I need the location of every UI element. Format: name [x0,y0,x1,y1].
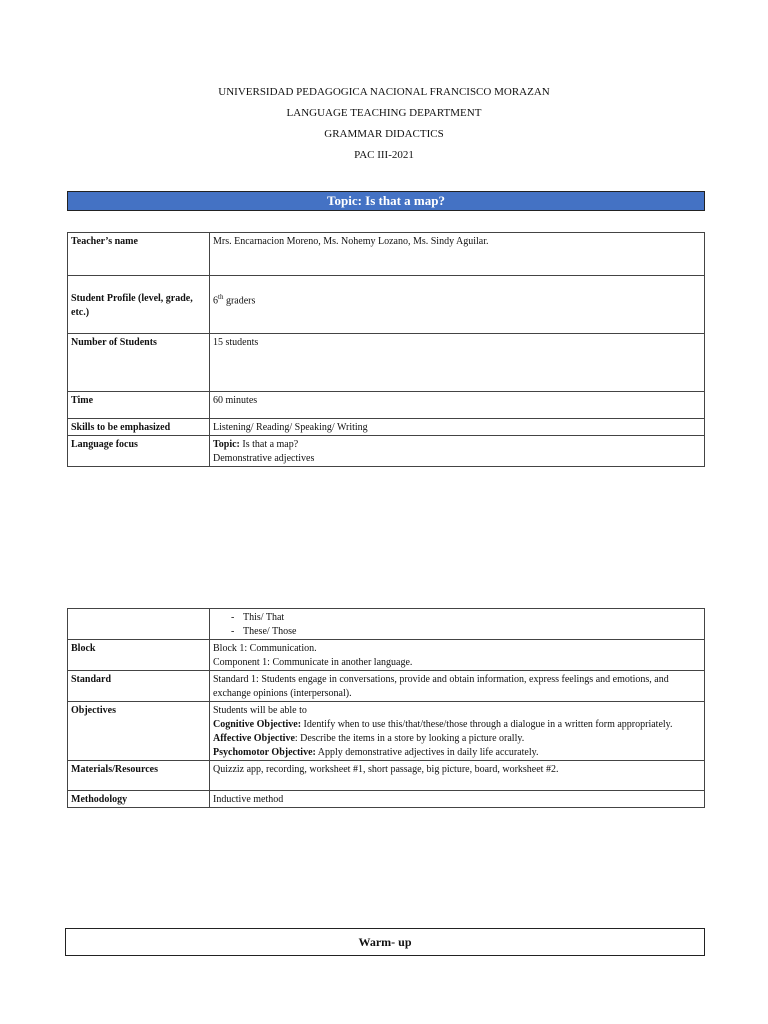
methodology-value: Inductive method [210,791,705,808]
table-row [68,334,705,392]
focus-label: Language focus [68,436,210,467]
department-name: LANGUAGE TEACHING DEPARTMENT [286,107,482,119]
focus-topic-label: Topic: [213,439,240,450]
warmup-heading: Warm- up [65,928,705,956]
term-label: PAC III-2021 [354,149,414,161]
table-row [68,276,705,334]
time-label: Time [68,392,210,419]
table-row [68,791,705,808]
table-row [68,392,705,419]
profile-grade-number: 6 [213,295,218,307]
empty-label [68,609,210,640]
table-row [68,640,705,671]
cognitive-label: Cognitive Objective: [213,719,302,730]
course-name: GRAMMAR DIDACTICS [324,128,444,140]
psychomotor-label: Psychomotor Objective: [213,747,316,758]
objectives-value [210,702,705,761]
table-row [68,419,705,436]
profile-grade-suffix: th [218,293,224,301]
objectives-intro: Students will be able to [213,705,307,716]
materials-label: Materials/Resources [68,761,210,791]
block-label: Block [68,640,210,671]
table-row [68,671,705,702]
skills-value: Listening/ Reading/ Speaking/ Writing [210,419,705,436]
table-row [68,702,705,761]
students-label: Number of Students [68,334,210,392]
block-line2: Component 1: Communicate in another language. [213,657,413,668]
teacher-label: Teacher’s name [68,233,210,276]
focus-line2: Demonstrative adjectives [213,453,315,464]
block-value [210,640,705,671]
document-header [0,82,768,166]
cognitive-text: Identify when to use this/that/these/those through a dialogue in a written form appropriately. [301,719,673,730]
list-item: - These/ Those [231,626,297,637]
list-item-text: This/ That [243,612,285,623]
methodology-label: Methodology [68,791,210,808]
objectives-label: Objectives [68,702,210,761]
skills-label: Skills to be emphasized [68,419,210,436]
lesson-info-table [67,232,705,467]
table-row [68,233,705,276]
profile-label: Student Profile (level, grade, etc.) [68,276,210,334]
focus-value [210,436,705,467]
table-row [68,761,705,791]
students-value: 15 students [210,334,705,392]
materials-value: Quizziz app, recording, worksheet #1, short passage, big picture, board, worksheet #2. [210,761,705,791]
list-item: - This/ That [231,612,285,623]
profile-grade-text: graders [223,295,256,307]
affective-text: : Describe the items in a store by looking a picture orally. [294,733,525,744]
affective-label: Affective Objective [213,733,295,744]
dash-list [210,609,705,640]
list-item-text: These/ Those [243,626,297,637]
topic-banner: Topic: Is that a map? [67,191,705,211]
teacher-value: Mrs. Encarnacion Moreno, Ms. Nohemy Lozano, Ms. Sindy Aguilar. [210,233,705,276]
block-line1: Block 1: Communication. [213,643,317,654]
time-value: 60 minutes [210,392,705,419]
profile-value [210,276,705,334]
psychomotor-text: Apply demonstrative adjectives in daily life accurately. [315,747,539,758]
table-row [68,436,705,467]
focus-topic-text: Is that a map? [239,439,299,450]
standard-value: Standard 1: Students engage in conversations, provide and obtain information, express feelings and emotions, and exchange opinions (interpersonal). [210,671,705,702]
university-name: UNIVERSIDAD PEDAGOGICA NACIONAL FRANCISCO MORAZAN [218,86,550,98]
table-row [68,609,705,640]
lesson-details-table [67,608,705,808]
standard-label: Standard [68,671,210,702]
